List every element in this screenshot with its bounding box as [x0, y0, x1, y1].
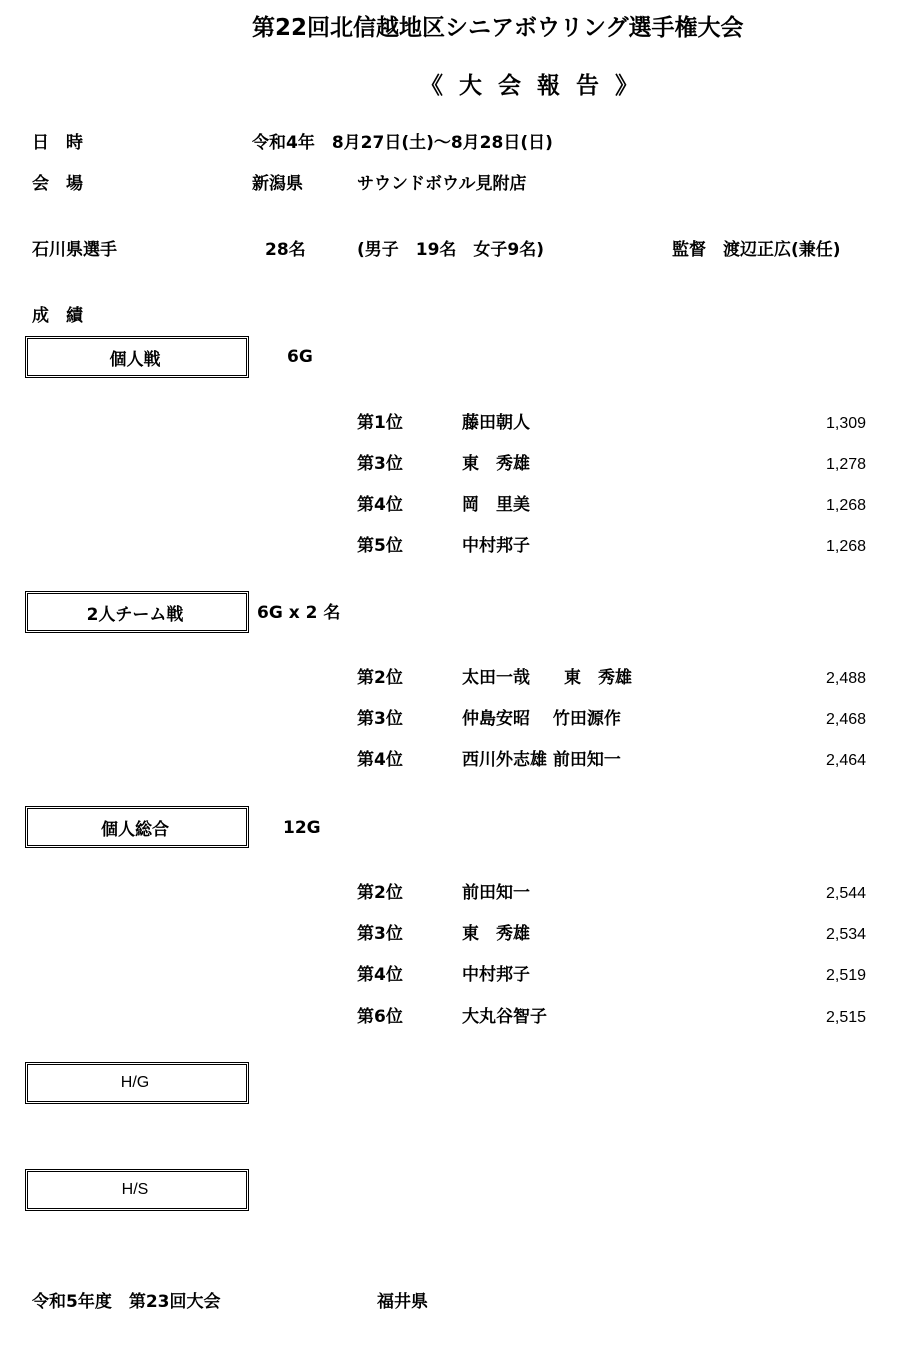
players-count: 28名 — [265, 240, 306, 260]
venue-name: サウンドボウル見附店 — [357, 174, 527, 194]
result-rank: 第2位 — [357, 668, 403, 688]
result-name: 仲島安昭 竹田源作 — [462, 709, 621, 729]
players-label: 石川県選手 — [32, 240, 117, 260]
result-score: 2,488 — [826, 670, 867, 687]
result-rank: 第5位 — [357, 536, 403, 556]
document-title: 第22回北信越地区シニアボウリング選手権大会 — [252, 15, 744, 41]
result-rank: 第4位 — [357, 495, 403, 515]
result-score: 2,544 — [826, 885, 867, 902]
next-event: 令和5年度 第23回大会 — [32, 1292, 221, 1312]
result-score: 2,464 — [826, 752, 867, 769]
result-rank: 第6位 — [357, 1007, 403, 1027]
result-name: 前田知一 — [462, 883, 530, 903]
section-format-doubles: 6G x 2 名 — [257, 603, 341, 623]
result-name: 中村邦子 — [462, 965, 530, 985]
section-label-all-events: 個人総合 — [101, 819, 169, 840]
venue-prefecture: 新潟県 — [252, 174, 303, 194]
result-name: 東 秀雄 — [462, 924, 530, 944]
result-score: 1,268 — [826, 497, 867, 514]
section-box-individual — [25, 336, 249, 378]
section-label-doubles: 2人チーム戦 — [86, 604, 184, 625]
result-score: 1,268 — [826, 538, 867, 555]
results-label: 成 績 — [32, 306, 83, 326]
result-name: 岡 里美 — [462, 495, 530, 515]
result-rank: 第3位 — [357, 709, 403, 729]
result-name: 大丸谷智子 — [462, 1007, 547, 1027]
result-score: 2,519 — [826, 967, 867, 984]
venue-label: 会 場 — [32, 174, 83, 194]
result-rank: 第3位 — [357, 454, 403, 474]
section-label-high-game: H/G — [120, 1074, 150, 1091]
section-box-doubles — [25, 591, 249, 633]
result-score: 2,468 — [826, 711, 867, 728]
players-breakdown: (男子 19名 女子9名) — [357, 240, 545, 260]
result-score: 1,278 — [826, 456, 867, 473]
result-name: 東 秀雄 — [462, 454, 530, 474]
result-name: 西川外志雄 前田知一 — [462, 750, 621, 770]
section-label-individual: 個人戦 — [109, 349, 161, 370]
section-label-high-series: H/S — [121, 1181, 149, 1198]
document-subtitle: 《 大 会 報 告 》 — [420, 73, 643, 99]
team-manager: 監督 渡辺正広(兼任) — [672, 240, 841, 260]
result-score: 2,534 — [826, 926, 867, 943]
section-box-all-events — [25, 806, 249, 848]
date-label: 日 時 — [32, 133, 83, 153]
result-rank: 第4位 — [357, 750, 403, 770]
section-format-all-events: 12G — [283, 818, 321, 838]
result-name: 藤田朝人 — [462, 413, 530, 433]
result-name: 太田一哉 東 秀雄 — [462, 668, 632, 688]
section-box-high-game — [25, 1062, 249, 1104]
result-rank: 第2位 — [357, 883, 403, 903]
result-score: 1,309 — [826, 415, 867, 432]
date-value: 令和4年 8月27日(土)～8月28日(日) — [252, 133, 553, 153]
section-box-high-series — [25, 1169, 249, 1211]
result-rank: 第1位 — [357, 413, 403, 433]
result-name: 中村邦子 — [462, 536, 530, 556]
result-rank: 第3位 — [357, 924, 403, 944]
result-score: 2,515 — [826, 1009, 867, 1026]
section-format-individual: 6G — [287, 347, 313, 367]
next-host: 福井県 — [377, 1292, 428, 1312]
result-rank: 第4位 — [357, 965, 403, 985]
